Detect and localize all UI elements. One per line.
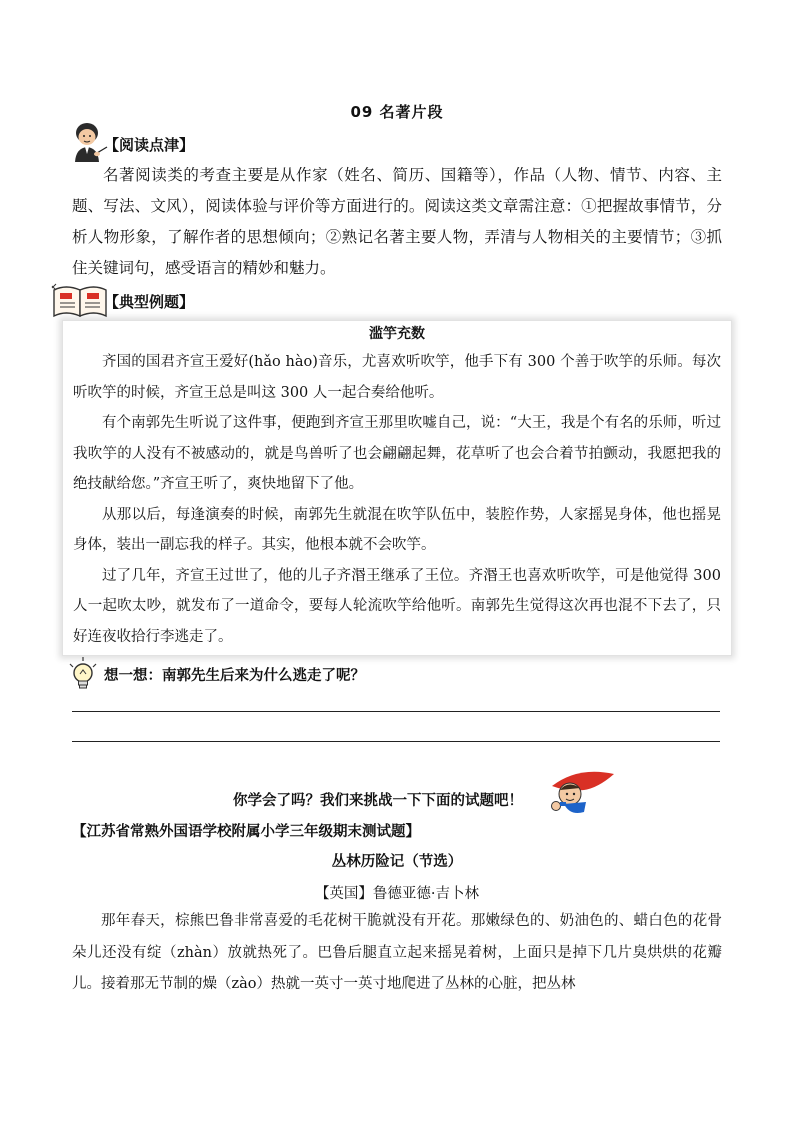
page-title: 09 名著片段 — [350, 103, 444, 121]
example-heading: 【典型例题】 — [104, 293, 195, 311]
answer-line[interactable] — [72, 711, 720, 712]
passage-body — [72, 906, 722, 1001]
passage-paragraph: 那年春天，棕熊巴鲁非常喜爱的毛花树干脆就没有开花。那嫩绿色的、奶油色的、蜡白色的花骨朵儿还没有绽（zhàn）放就热死了。巴鲁后腿直立起来摇晃着树，上面只是掉下几片臭烘烘的花瓣儿。接着那无节制的燥（zào）热就一英寸一英寸地爬进了丛林的心脏，把丛林 — [72, 913, 722, 992]
story-paragraph: 从那以后，每逢演奏的时候，南郭先生就混在吹竽队伍中，装腔作势，人家摇晃身体，他也摇晃身体，装出一副忘我的样子。其实，他根本就不会吹竽。 — [73, 506, 721, 553]
think-question: 想一想：南郭先生后来为什么逃走了呢？ — [104, 668, 365, 684]
story-paragraph: 过了几年，齐宣王过世了，他的儿子齐湣王继承了王位。齐湣王也喜欢听吹竽，可是他觉得 300 人一起吹太吵，就发布了一道命令，要每人轮流吹竽给他听。南郭先生觉得这次再也混不下去了，只好连夜收拾行李逃走了。 — [73, 567, 721, 645]
passage-author: 【英国】鲁德亚德·吉卜林 — [314, 886, 480, 902]
passage-title: 丛林历险记（节选） — [331, 853, 463, 870]
lightbulb-icon — [66, 656, 100, 696]
open-book-icon — [50, 280, 110, 320]
example-story-box — [62, 320, 732, 656]
reading-tips-text — [72, 160, 722, 284]
story-title: 滥竽充数 — [369, 326, 425, 342]
story-body — [73, 347, 721, 652]
reading-tips-paragraph: 名著阅读类的考查主要是从作家（姓名、简历、国籍等），作品（人物、情节、内容、主题、写法、文风），阅读体验与评价等方面进行的。阅读这类文章需注意：①把握故事情节，分析人物形象，了解作者的思想倾向；②熟记名著主要人物，弄清与人物相关的主要情节；③抓住关键词句，感受语言的精妙和魅力。 — [72, 166, 722, 277]
story-paragraph: 有个南郭先生听说了这件事，便跑到齐宣王那里吹嘘自己，说：“大王，我是个有名的乐师，听过我吹竽的人没有不被感动的，就是鸟兽听了也会翩翩起舞，花草听了也会合着节拍颤动，我愿把我的绝技献给您。”齐宣王听了，爽快地留下了他。 — [73, 415, 721, 492]
exam-source: 【江苏省常熟外国语学校附属小学三年级期末测试题】 — [72, 824, 420, 840]
answer-line[interactable] — [72, 741, 720, 742]
superhero-icon — [538, 766, 616, 822]
challenge-prompt: 你学会了吗？我们来挑战一下下面的试题吧！ — [233, 793, 523, 809]
story-paragraph: 齐国的国君齐宣王爱好(hǎo hào)音乐，尤喜欢听吹竽，他手下有 300 个善于吹竽的乐师。每次听吹竽的时候，齐宣王总是叫这 300 人一起合奏给他听。 — [73, 354, 721, 401]
reading-tips-heading: 【阅读点津】 — [104, 136, 195, 154]
